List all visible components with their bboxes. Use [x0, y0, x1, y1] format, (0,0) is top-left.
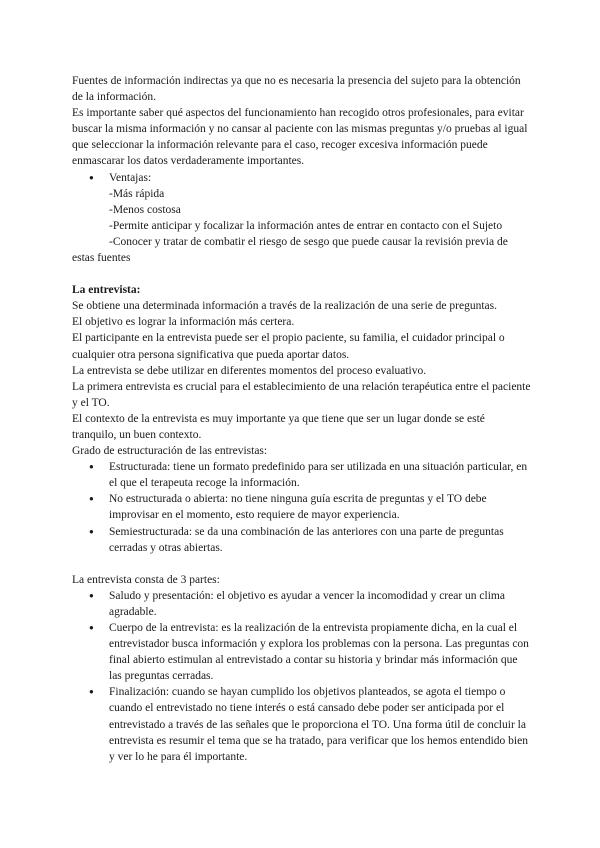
entrevista-paragraph: El objetivo es lograr la información más certera.	[72, 316, 295, 329]
list-item-grado: ● No estructurada o abierta: no tiene ninguna guía escrita de preguntas y el TO debe improvisar en el momento, esto requiere de mayor experiencia.	[72, 491, 532, 523]
entrevista-paragraph: Se obtiene una determinada información a través de la realización de una serie de preguntas.	[72, 300, 497, 313]
intro-paragraph-2: Es importante saber qué aspectos del funcionamiento han recogido otros profesionales, para evitar buscar la misma información y no cansar al paciente con las mismas preguntas y/o pruebas al igual que seleccionar la información relevante para el caso, recoger excesiva información puede enmascarar los datos verdaderamente importantes.	[72, 107, 528, 168]
entrevista-paragraph: La primera entrevista es crucial para el establecimiento de una relación terapéutica entre el paciente y el TO.	[72, 380, 531, 409]
section-heading-entrevista: La entrevista:	[72, 284, 141, 297]
partes-intro: La entrevista consta de 3 partes:	[72, 573, 220, 586]
list-item-parte: ● Cuerpo de la entrevista: es la realización de la entrevista propiamente dicha, en la cual el entrevistador busca información y explora los problemas con la persona. Las preguntas con final abierto estimulan al entrevistado a contar su historia y brindar más información que las preguntas cerradas.	[72, 620, 532, 684]
ventaja-item: -Menos costosa	[109, 203, 181, 216]
intro-paragraph-1: Fuentes de información indirectas ya que no es necesaria la presencia del sujeto para la obtención de la información.	[72, 75, 521, 104]
partes-list	[72, 588, 532, 765]
entrevista-paragraph: El contexto de la entrevista es muy importante ya que tiene que ser un lugar donde se esté tranquilo, un buen contexto.	[72, 412, 485, 441]
document-body	[72, 73, 532, 765]
entrevista-paragraph: El participante en la entrevista puede ser el propio paciente, su familia, el cuidador principal o cualquier otra persona significativa que pueda aportar datos.	[72, 332, 505, 361]
ventaja-item: -Más rápida	[109, 187, 165, 200]
list-item-parte: ● Saludo y presentación: el objetivo es ayudar a vencer la incomodidad y crear un clima agradable.	[72, 588, 532, 620]
ventajas-list	[72, 170, 532, 186]
ventaja-item: -Permite anticipar y focalizar la información antes de entrar en contacto con el Sujeto	[109, 219, 503, 232]
list-item-parte: ● Finalización: cuando se hayan cumplido los objetivos planteados, se agota el tiempo o cuando el entrevistado no tiene interés o está cansado debe poder ser anticipada por el entrevistado a través de las señales que le proporciona el TO. Una forma útil de concluir la entrevista es resumir el tema que se ha tratado, para verificar que los hemos entendido bien y ver lo he para él importante.	[72, 684, 532, 764]
spacer	[72, 266, 532, 282]
list-item-grado: ● Semiestructurada: se da una combinación de las anteriores con una parte de preguntas cerradas y otras abiertas.	[72, 524, 532, 556]
entrevista-paragraph: La entrevista se debe utilizar en diferentes momentos del proceso evaluativo.	[72, 364, 427, 377]
entrevista-paragraph: Grado de estructuración de las entrevistas:	[72, 445, 268, 458]
list-item-grado: ● Estructurada: tiene un formato predefinido para ser utilizada en una situación particular, en el que el terapeuta recoge la información.	[72, 459, 532, 491]
intro-paragraph-3: -Conocer y tratar de combatir el riesgo de sesgo que puede causar la revisión previa de estas fuentes	[72, 235, 508, 265]
grados-list	[72, 459, 532, 556]
ventajas-label: ● Ventajas:	[72, 170, 532, 186]
spacer	[72, 556, 532, 572]
